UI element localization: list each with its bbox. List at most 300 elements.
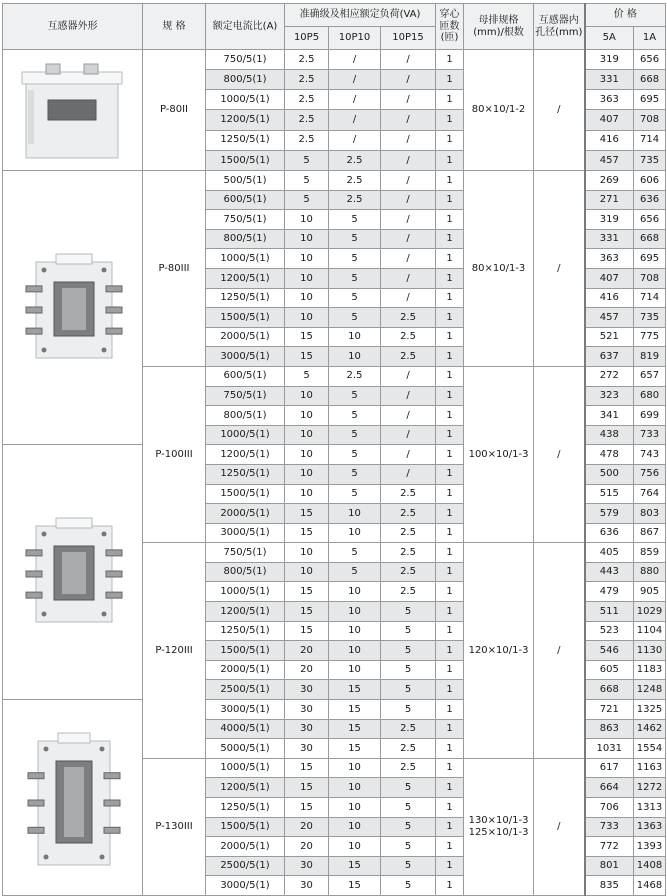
price-5a: 521 [585,327,634,347]
accuracy-10p15: 2.5 [381,562,436,582]
accuracy-10p5: 5 [285,366,329,386]
turns: 1 [436,543,464,563]
price-5a: 319 [585,50,634,70]
turns: 1 [436,700,464,720]
header-busbar: 母排规格(mm)/根数 [464,4,534,50]
rated-ratio: 5000/5(1) [206,739,285,759]
accuracy-10p10: 10 [329,817,381,837]
accuracy-10p15: 5 [381,837,436,857]
price-1a: 756 [634,464,666,484]
accuracy-10p5: 10 [285,308,329,328]
turns: 1 [436,366,464,386]
accuracy-10p5: 15 [285,778,329,798]
accuracy-10p5: 30 [285,739,329,759]
price-1a: 680 [634,386,666,406]
rated-ratio: 750/5(1) [206,543,285,563]
turns: 1 [436,680,464,700]
current-transformer-3-terminal-icon [3,248,142,368]
accuracy-10p15: / [381,406,436,426]
price-5a: 579 [585,504,634,524]
busbar-line: 125×10/1-3 [468,826,529,838]
price-5a: 269 [585,171,634,191]
accuracy-10p15: / [381,268,436,288]
rated-ratio: 3000/5(1) [206,523,285,543]
turns: 1 [436,445,464,465]
accuracy-10p5: 2.5 [285,50,329,70]
price-1a: 803 [634,504,666,524]
price-1a: 1104 [634,621,666,641]
accuracy-10p15: 2.5 [381,719,436,739]
accuracy-10p5: 15 [285,758,329,778]
price-5a: 863 [585,719,634,739]
price-5a: 515 [585,484,634,504]
price-1a: 1325 [634,700,666,720]
accuracy-10p5: 10 [285,543,329,563]
header-price-5a: 5A [585,27,634,50]
accuracy-10p15: 2.5 [381,523,436,543]
model-name: P-130III [143,758,206,895]
price-1a: 1393 [634,837,666,857]
accuracy-10p15: 2.5 [381,484,436,504]
price-5a: 637 [585,347,634,367]
accuracy-10p10: 15 [329,876,381,896]
accuracy-10p10: 10 [329,347,381,367]
accuracy-10p15: 2.5 [381,308,436,328]
price-1a: 656 [634,50,666,70]
accuracy-10p5: 10 [285,229,329,249]
price-5a: 664 [585,778,634,798]
header-price-1a: 1A [634,27,666,50]
rated-ratio: 1000/5(1) [206,758,285,778]
rated-ratio: 1000/5(1) [206,425,285,445]
turns: 1 [436,660,464,680]
header-rated-ratio: 额定电流比(A) [206,4,285,50]
price-1a: 775 [634,327,666,347]
rated-ratio: 750/5(1) [206,50,285,70]
price-5a: 407 [585,268,634,288]
accuracy-10p15: 2.5 [381,758,436,778]
model-name: P-100III [143,366,206,542]
turns: 1 [436,70,464,90]
accuracy-10p10: 5 [329,562,381,582]
rated-ratio: 2500/5(1) [206,680,285,700]
page [0,3,667,895]
rated-ratio: 1000/5(1) [206,582,285,602]
rated-ratio: 2500/5(1) [206,856,285,876]
accuracy-10p10: 10 [329,778,381,798]
table-row [3,50,666,70]
rated-ratio: 750/5(1) [206,386,285,406]
price-1a: 636 [634,190,666,210]
turns: 1 [436,249,464,269]
accuracy-10p15: 2.5 [381,543,436,563]
price-5a: 341 [585,406,634,426]
accuracy-10p5: 10 [285,445,329,465]
accuracy-10p10: 10 [329,523,381,543]
price-1a: 1183 [634,660,666,680]
turns: 1 [436,90,464,110]
accuracy-10p10: 5 [329,484,381,504]
price-1a: 606 [634,171,666,191]
price-1a: 735 [634,308,666,328]
price-5a: 272 [585,366,634,386]
rated-ratio: 750/5(1) [206,210,285,230]
accuracy-10p10: 5 [329,229,381,249]
accuracy-10p15: 2.5 [381,347,436,367]
turns: 1 [436,621,464,641]
accuracy-10p10: / [329,110,381,130]
product-image-cell [3,50,143,171]
header-appearance: 互感器外形 [3,4,143,50]
accuracy-10p15: / [381,110,436,130]
accuracy-10p10: 2.5 [329,190,381,210]
accuracy-10p10: 2.5 [329,150,381,170]
price-1a: 668 [634,70,666,90]
accuracy-10p5: 10 [285,268,329,288]
price-5a: 511 [585,602,634,622]
price-1a: 1468 [634,876,666,896]
product-image-cell [3,700,143,896]
price-5a: 407 [585,110,634,130]
turns: 1 [436,425,464,445]
rated-ratio: 600/5(1) [206,190,285,210]
price-1a: 1363 [634,817,666,837]
accuracy-10p15: 2.5 [381,504,436,524]
product-image-cell [3,445,143,700]
header-model: 规 格 [143,4,206,50]
aperture: / [534,543,585,759]
accuracy-10p10: / [329,50,381,70]
model-name: P-80II [143,50,206,171]
accuracy-10p10: 5 [329,386,381,406]
price-5a: 479 [585,582,634,602]
accuracy-10p10: 5 [329,288,381,308]
aperture: / [534,50,585,171]
rated-ratio: 2000/5(1) [206,504,285,524]
price-1a: 1408 [634,856,666,876]
accuracy-10p5: 10 [285,210,329,230]
price-1a: 1462 [634,719,666,739]
price-1a: 668 [634,229,666,249]
rated-ratio: 4000/5(1) [206,719,285,739]
price-1a: 695 [634,249,666,269]
rated-ratio: 1500/5(1) [206,484,285,504]
busbar-line: 80×10/1-2 [471,104,526,116]
turns: 1 [436,50,464,70]
price-5a: 405 [585,543,634,563]
turns: 1 [436,130,464,150]
price-5a: 438 [585,425,634,445]
accuracy-10p10: 2.5 [329,366,381,386]
accuracy-10p10: 10 [329,758,381,778]
turns: 1 [436,562,464,582]
turns: 1 [436,288,464,308]
price-5a: 416 [585,288,634,308]
accuracy-10p10: 5 [329,249,381,269]
rated-ratio: 1500/5(1) [206,150,285,170]
accuracy-10p10: 15 [329,739,381,759]
rated-ratio: 3000/5(1) [206,876,285,896]
busbar-line: 130×10/1-3 [468,815,529,827]
accuracy-10p5: 10 [285,464,329,484]
accuracy-10p10: 10 [329,837,381,857]
price-5a: 772 [585,837,634,857]
price-1a: 1029 [634,602,666,622]
turns: 1 [436,406,464,426]
current-transformer-3-terminal-icon [3,512,142,632]
price-1a: 714 [634,130,666,150]
busbar-spec [464,50,534,171]
accuracy-10p15: / [381,190,436,210]
table-row [3,171,666,191]
turns: 1 [436,464,464,484]
accuracy-10p5: 15 [285,523,329,543]
accuracy-10p15: 5 [381,778,436,798]
accuracy-10p5: 30 [285,680,329,700]
accuracy-10p15: 5 [381,798,436,818]
accuracy-10p15: / [381,70,436,90]
price-5a: 733 [585,817,634,837]
accuracy-10p15: 5 [381,876,436,896]
price-5a: 416 [585,130,634,150]
header-turns: 穿心匝数(匝) [436,4,464,50]
rated-ratio: 1250/5(1) [206,130,285,150]
price-5a: 500 [585,464,634,484]
price-1a: 819 [634,347,666,367]
accuracy-10p5: 20 [285,641,329,661]
rated-ratio: 800/5(1) [206,406,285,426]
accuracy-10p15: / [381,249,436,269]
accuracy-10p15: / [381,445,436,465]
accuracy-10p5: 15 [285,798,329,818]
aperture: / [534,171,585,367]
header-10p10: 10P10 [329,27,381,50]
turns: 1 [436,484,464,504]
accuracy-10p10: 10 [329,641,381,661]
turns: 1 [436,190,464,210]
price-1a: 859 [634,543,666,563]
busbar-spec [464,171,534,367]
header-10p15: 10P15 [381,27,436,50]
accuracy-10p15: 5 [381,700,436,720]
accuracy-10p10: 10 [329,504,381,524]
header-price: 价 格 [585,4,666,27]
accuracy-10p10: 10 [329,798,381,818]
rated-ratio: 800/5(1) [206,562,285,582]
aperture: / [534,758,585,895]
accuracy-10p15: / [381,229,436,249]
price-5a: 523 [585,621,634,641]
accuracy-10p15: / [381,464,436,484]
price-5a: 1031 [585,739,634,759]
accuracy-10p5: 15 [285,602,329,622]
turns: 1 [436,739,464,759]
accuracy-10p5: 10 [285,562,329,582]
accuracy-10p10: 15 [329,680,381,700]
price-1a: 1248 [634,680,666,700]
turns: 1 [436,210,464,230]
accuracy-10p5: 2.5 [285,110,329,130]
accuracy-10p15: 5 [381,641,436,661]
accuracy-10p15: 2.5 [381,327,436,347]
turns: 1 [436,817,464,837]
accuracy-10p15: / [381,130,436,150]
turns: 1 [436,150,464,170]
rated-ratio: 600/5(1) [206,366,285,386]
turns: 1 [436,582,464,602]
turns: 1 [436,837,464,857]
accuracy-10p15: 5 [381,602,436,622]
accuracy-10p15: / [381,210,436,230]
accuracy-10p5: 10 [285,484,329,504]
rated-ratio: 800/5(1) [206,70,285,90]
current-transformer-3-terminal-large-icon [3,723,142,873]
price-5a: 835 [585,876,634,896]
accuracy-10p10: 5 [329,210,381,230]
header-accuracy: 准确级及相应额定负荷(VA) [285,4,436,27]
price-1a: 905 [634,582,666,602]
accuracy-10p15: / [381,288,436,308]
product-image-cell [3,171,143,445]
turns: 1 [436,347,464,367]
price-1a: 699 [634,406,666,426]
accuracy-10p5: 5 [285,171,329,191]
model-name: P-80III [143,171,206,367]
price-1a: 695 [634,90,666,110]
turns: 1 [436,504,464,524]
price-5a: 706 [585,798,634,818]
price-5a: 605 [585,660,634,680]
price-1a: 1313 [634,798,666,818]
accuracy-10p15: / [381,90,436,110]
accuracy-10p5: 30 [285,700,329,720]
price-5a: 271 [585,190,634,210]
price-1a: 1130 [634,641,666,661]
rated-ratio: 500/5(1) [206,171,285,191]
price-1a: 1272 [634,778,666,798]
accuracy-10p5: 2.5 [285,90,329,110]
price-5a: 668 [585,680,634,700]
turns: 1 [436,798,464,818]
turns: 1 [436,523,464,543]
accuracy-10p15: / [381,366,436,386]
price-5a: 457 [585,150,634,170]
rated-ratio: 1500/5(1) [206,641,285,661]
price-5a: 546 [585,641,634,661]
turns: 1 [436,641,464,661]
accuracy-10p5: 2.5 [285,70,329,90]
turns: 1 [436,110,464,130]
price-1a: 657 [634,366,666,386]
accuracy-10p5: 10 [285,406,329,426]
busbar-spec [464,366,534,542]
current-transformer-2-terminal-icon [3,50,142,170]
rated-ratio: 1200/5(1) [206,602,285,622]
accuracy-10p15: 5 [381,621,436,641]
rated-ratio: 1500/5(1) [206,817,285,837]
turns: 1 [436,758,464,778]
accuracy-10p5: 2.5 [285,130,329,150]
turns: 1 [436,327,464,347]
busbar-line: 120×10/1-3 [468,644,529,656]
accuracy-10p15: / [381,50,436,70]
price-1a: 867 [634,523,666,543]
rated-ratio: 1250/5(1) [206,288,285,308]
turns: 1 [436,719,464,739]
accuracy-10p5: 10 [285,386,329,406]
accuracy-10p5: 20 [285,660,329,680]
accuracy-10p5: 30 [285,719,329,739]
price-5a: 478 [585,445,634,465]
turns: 1 [436,856,464,876]
accuracy-10p10: / [329,130,381,150]
accuracy-10p5: 15 [285,347,329,367]
rated-ratio: 1200/5(1) [206,445,285,465]
rated-ratio: 800/5(1) [206,229,285,249]
accuracy-10p15: 2.5 [381,582,436,602]
accuracy-10p5: 10 [285,249,329,269]
accuracy-10p10: 5 [329,445,381,465]
rated-ratio: 1200/5(1) [206,778,285,798]
price-5a: 319 [585,210,634,230]
turns: 1 [436,386,464,406]
aperture: / [534,366,585,542]
accuracy-10p15: / [381,386,436,406]
turns: 1 [436,171,464,191]
rated-ratio: 1200/5(1) [206,268,285,288]
model-name: P-120III [143,543,206,759]
accuracy-10p15: / [381,171,436,191]
price-1a: 714 [634,288,666,308]
price-1a: 1163 [634,758,666,778]
price-1a: 743 [634,445,666,465]
rated-ratio: 1250/5(1) [206,464,285,484]
accuracy-10p10: 2.5 [329,171,381,191]
accuracy-10p10: 15 [329,856,381,876]
price-5a: 443 [585,562,634,582]
price-5a: 363 [585,90,634,110]
rated-ratio: 1250/5(1) [206,621,285,641]
busbar-line: 80×10/1-3 [471,262,526,274]
accuracy-10p10: 5 [329,406,381,426]
accuracy-10p10: 10 [329,582,381,602]
accuracy-10p10: 15 [329,700,381,720]
accuracy-10p5: 5 [285,190,329,210]
accuracy-10p10: 5 [329,425,381,445]
accuracy-10p5: 30 [285,876,329,896]
accuracy-10p10: 5 [329,464,381,484]
accuracy-10p10: 5 [329,543,381,563]
price-1a: 880 [634,562,666,582]
price-5a: 363 [585,249,634,269]
accuracy-10p5: 5 [285,150,329,170]
rated-ratio: 1500/5(1) [206,308,285,328]
price-1a: 1554 [634,739,666,759]
turns: 1 [436,602,464,622]
turns: 1 [436,308,464,328]
price-1a: 735 [634,150,666,170]
price-1a: 733 [634,425,666,445]
rated-ratio: 2000/5(1) [206,660,285,680]
accuracy-10p15: / [381,425,436,445]
accuracy-10p10: 10 [329,660,381,680]
accuracy-10p5: 20 [285,817,329,837]
accuracy-10p5: 15 [285,504,329,524]
price-1a: 708 [634,268,666,288]
accuracy-10p15: 5 [381,660,436,680]
accuracy-10p15: 5 [381,856,436,876]
accuracy-10p15: / [381,150,436,170]
